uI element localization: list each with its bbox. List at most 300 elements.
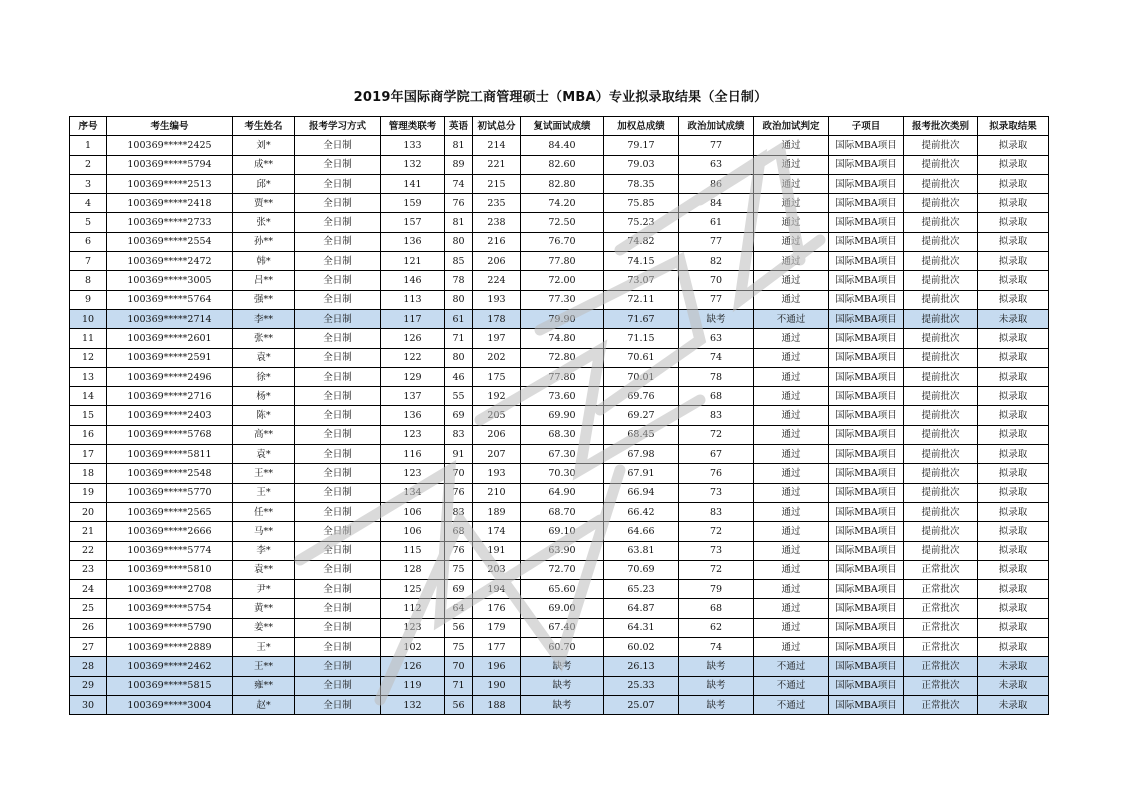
table-cell: 全日制 (295, 252, 381, 271)
table-cell: 70.30 (521, 464, 604, 483)
table-cell: 国际MBA项目 (829, 290, 904, 309)
table-cell: 78.35 (604, 174, 679, 193)
table-cell: 拟录取 (978, 464, 1049, 483)
table-cell: 193 (473, 464, 521, 483)
column-header: 拟录取结果 (978, 117, 1049, 136)
table-cell: 邱* (233, 174, 295, 193)
table-cell: 雍** (233, 676, 295, 695)
table-row (70, 348, 1049, 367)
table-cell: 国际MBA项目 (829, 657, 904, 676)
table-cell: 拟录取 (978, 599, 1049, 618)
table-cell: 通过 (754, 194, 829, 213)
table-cell: 徐* (233, 367, 295, 386)
table-cell: 拟录取 (978, 194, 1049, 213)
table-cell: 79.90 (521, 309, 604, 328)
page-title: 2019年国际商学院工商管理硕士（MBA）专业拟录取结果（全日制） (353, 90, 768, 105)
table-cell: 提前批次 (904, 155, 978, 174)
table-cell: 25 (70, 599, 107, 618)
table-cell: 全日制 (295, 560, 381, 579)
table-cell: 通过 (754, 136, 829, 155)
table-cell: 46 (445, 367, 473, 386)
table-cell: 72.50 (521, 213, 604, 232)
table-cell: 缺考 (679, 657, 754, 676)
table-cell: 缺考 (679, 676, 754, 695)
column-header: 考生姓名 (233, 117, 295, 136)
table-cell: 21 (70, 522, 107, 541)
table-cell: 126 (381, 657, 445, 676)
table-cell: 通过 (754, 367, 829, 386)
table-cell: 100369*****2733 (107, 213, 233, 232)
table-cell: 70.61 (604, 348, 679, 367)
table-cell: 刘* (233, 136, 295, 155)
table-cell: 74.20 (521, 194, 604, 213)
table-cell: 73 (679, 541, 754, 560)
table-cell: 国际MBA项目 (829, 483, 904, 502)
table-cell: 缺考 (521, 676, 604, 695)
table-cell: 国际MBA项目 (829, 155, 904, 174)
table-cell: 李* (233, 541, 295, 560)
table-cell: 76 (445, 483, 473, 502)
table-cell: 83 (445, 425, 473, 444)
table-cell: 123 (381, 618, 445, 637)
table-cell: 69 (445, 406, 473, 425)
table-cell: 通过 (754, 560, 829, 579)
table-cell: 69.90 (521, 406, 604, 425)
table-cell: 12 (70, 348, 107, 367)
table-cell: 通过 (754, 580, 829, 599)
table-cell: 全日制 (295, 213, 381, 232)
table-cell: 126 (381, 329, 445, 348)
table-cell: 通过 (754, 599, 829, 618)
table-cell: 68.70 (521, 502, 604, 521)
table-cell: 73 (679, 483, 754, 502)
table-cell: 70 (445, 464, 473, 483)
table-cell: 75 (445, 560, 473, 579)
table-cell: 国际MBA项目 (829, 522, 904, 541)
table-row (70, 136, 1049, 155)
table-cell: 157 (381, 213, 445, 232)
table-cell: 马** (233, 522, 295, 541)
table-cell: 100369*****5815 (107, 676, 233, 695)
table-cell: 提前批次 (904, 464, 978, 483)
table-cell: 71 (445, 329, 473, 348)
table-cell: 提前批次 (904, 252, 978, 271)
table-row (70, 329, 1049, 348)
table-cell: 100369*****2496 (107, 367, 233, 386)
table-cell: 86 (679, 174, 754, 193)
table-cell: 拟录取 (978, 618, 1049, 637)
column-header: 加权总成绩 (604, 117, 679, 136)
table-row (70, 155, 1049, 174)
table-cell: 197 (473, 329, 521, 348)
table-cell: 82.80 (521, 174, 604, 193)
column-header: 政治加试成绩 (679, 117, 754, 136)
table-cell: 100369*****2591 (107, 348, 233, 367)
table-cell: 133 (381, 136, 445, 155)
table-cell: 81 (445, 213, 473, 232)
table-cell: 100369*****2554 (107, 232, 233, 251)
table-cell: 强** (233, 290, 295, 309)
table-cell: 正常批次 (904, 657, 978, 676)
table-row (70, 232, 1049, 251)
table-cell: 17 (70, 445, 107, 464)
table-cell: 15 (70, 406, 107, 425)
table-cell: 76 (445, 541, 473, 560)
table-cell: 通过 (754, 483, 829, 502)
table-cell: 178 (473, 309, 521, 328)
table-cell: 100369*****5770 (107, 483, 233, 502)
table-cell: 拟录取 (978, 232, 1049, 251)
table-cell: 100369*****5794 (107, 155, 233, 174)
table-cell: 通过 (754, 502, 829, 521)
table-cell: 通过 (754, 290, 829, 309)
table-cell: 国际MBA项目 (829, 252, 904, 271)
table-cell: 全日制 (295, 271, 381, 290)
table-cell: 全日制 (295, 290, 381, 309)
table-cell: 拟录取 (978, 425, 1049, 444)
table-cell: 全日制 (295, 676, 381, 695)
table-cell: 100369*****3005 (107, 271, 233, 290)
table-cell: 100369*****5764 (107, 290, 233, 309)
table-cell: 拟录取 (978, 541, 1049, 560)
table-cell: 117 (381, 309, 445, 328)
table-cell: 全日制 (295, 309, 381, 328)
table-cell: 75 (445, 638, 473, 657)
table-cell: 韩* (233, 252, 295, 271)
table-cell: 拟录取 (978, 580, 1049, 599)
table-cell: 19 (70, 483, 107, 502)
table-row (70, 695, 1049, 714)
table-cell: 100369*****2548 (107, 464, 233, 483)
table-cell: 袁** (233, 560, 295, 579)
table-cell: 75.23 (604, 213, 679, 232)
table-cell: 146 (381, 271, 445, 290)
table-cell: 191 (473, 541, 521, 560)
table-cell: 国际MBA项目 (829, 136, 904, 155)
table-cell: 63.81 (604, 541, 679, 560)
table-cell: 全日制 (295, 387, 381, 406)
table-header-row (70, 117, 1049, 136)
table-cell: 拟录取 (978, 367, 1049, 386)
table-cell: 72.70 (521, 560, 604, 579)
table-cell: 123 (381, 464, 445, 483)
table-cell: 8 (70, 271, 107, 290)
table-row (70, 580, 1049, 599)
table-cell: 7 (70, 252, 107, 271)
table-cell: 国际MBA项目 (829, 271, 904, 290)
table-cell: 张* (233, 213, 295, 232)
table-cell: 拟录取 (978, 445, 1049, 464)
table-cell: 60.02 (604, 638, 679, 657)
table-row (70, 290, 1049, 309)
table-cell: 192 (473, 387, 521, 406)
table-cell: 1 (70, 136, 107, 155)
table-cell: 提前批次 (904, 541, 978, 560)
table-cell: 70.01 (604, 367, 679, 386)
table-cell: 100369*****2565 (107, 502, 233, 521)
table-cell: 缺考 (521, 695, 604, 714)
table-cell: 159 (381, 194, 445, 213)
table-cell: 67.98 (604, 445, 679, 464)
table-cell: 215 (473, 174, 521, 193)
table-cell: 136 (381, 232, 445, 251)
table-cell: 77 (679, 232, 754, 251)
table-cell: 100369*****2708 (107, 580, 233, 599)
table-cell: 68.45 (604, 425, 679, 444)
table-cell: 69.10 (521, 522, 604, 541)
table-cell: 56 (445, 695, 473, 714)
table-cell: 通过 (754, 232, 829, 251)
table-cell: 79.17 (604, 136, 679, 155)
table-cell: 王* (233, 638, 295, 657)
table-row (70, 676, 1049, 695)
table-cell: 14 (70, 387, 107, 406)
table-row (70, 406, 1049, 425)
table-cell: 提前批次 (904, 232, 978, 251)
table-cell: 112 (381, 599, 445, 618)
table-cell: 206 (473, 425, 521, 444)
table-cell: 29 (70, 676, 107, 695)
table-cell: 提前批次 (904, 271, 978, 290)
table-row (70, 445, 1049, 464)
table-cell: 国际MBA项目 (829, 194, 904, 213)
table-cell: 74.82 (604, 232, 679, 251)
column-header: 英语 (445, 117, 473, 136)
table-cell: 125 (381, 580, 445, 599)
table-cell: 通过 (754, 174, 829, 193)
table-cell: 27 (70, 638, 107, 657)
table-cell: 国际MBA项目 (829, 502, 904, 521)
table-cell: 王** (233, 464, 295, 483)
table-cell: 100369*****5768 (107, 425, 233, 444)
table-cell: 拟录取 (978, 560, 1049, 579)
table-row (70, 387, 1049, 406)
table-cell: 尹* (233, 580, 295, 599)
table-cell: 拟录取 (978, 174, 1049, 193)
table-cell: 张** (233, 329, 295, 348)
table-cell: 72 (679, 522, 754, 541)
table-row (70, 174, 1049, 193)
table-cell: 全日制 (295, 329, 381, 348)
table-cell: 贾** (233, 194, 295, 213)
table-cell: 拟录取 (978, 329, 1049, 348)
table-cell: 全日制 (295, 599, 381, 618)
table-cell: 66.94 (604, 483, 679, 502)
table-cell: 76.70 (521, 232, 604, 251)
table-cell: 李** (233, 309, 295, 328)
table-cell: 102 (381, 638, 445, 657)
table-cell: 13 (70, 367, 107, 386)
table-cell: 提前批次 (904, 194, 978, 213)
table-cell: 106 (381, 502, 445, 521)
table-cell: 24 (70, 580, 107, 599)
table-row (70, 483, 1049, 502)
table-cell: 61 (679, 213, 754, 232)
table-cell: 全日制 (295, 155, 381, 174)
table-cell: 6 (70, 232, 107, 251)
table-cell: 全日制 (295, 232, 381, 251)
admission-results-table (69, 116, 1049, 715)
table-cell: 国际MBA项目 (829, 309, 904, 328)
table-cell: 82.60 (521, 155, 604, 174)
table-cell: 100369*****3004 (107, 695, 233, 714)
table-cell: 11 (70, 329, 107, 348)
table-cell: 72.80 (521, 348, 604, 367)
table-cell: 83 (679, 502, 754, 521)
column-header: 考生编号 (107, 117, 233, 136)
table-cell: 提前批次 (904, 329, 978, 348)
table-cell: 196 (473, 657, 521, 676)
table-cell: 100369*****2462 (107, 657, 233, 676)
table-body (70, 136, 1049, 715)
table-cell: 提前批次 (904, 522, 978, 541)
table-cell: 68.30 (521, 425, 604, 444)
table-cell: 国际MBA项目 (829, 329, 904, 348)
table-row (70, 657, 1049, 676)
table-cell: 55 (445, 387, 473, 406)
table-cell: 2 (70, 155, 107, 174)
table-cell: 113 (381, 290, 445, 309)
table-cell: 137 (381, 387, 445, 406)
table-cell: 国际MBA项目 (829, 425, 904, 444)
table-row (70, 502, 1049, 521)
table-cell: 国际MBA项目 (829, 464, 904, 483)
table-cell: 通过 (754, 387, 829, 406)
table-cell: 通过 (754, 425, 829, 444)
table-row (70, 560, 1049, 579)
table-cell: 不通过 (754, 309, 829, 328)
table-cell: 5 (70, 213, 107, 232)
table-cell: 64.31 (604, 618, 679, 637)
table-cell: 67 (679, 445, 754, 464)
table-cell: 成** (233, 155, 295, 174)
table-cell: 3 (70, 174, 107, 193)
table-cell: 国际MBA项目 (829, 387, 904, 406)
table-cell: 王** (233, 657, 295, 676)
table-cell: 20 (70, 502, 107, 521)
table-cell: 全日制 (295, 502, 381, 521)
table-cell: 214 (473, 136, 521, 155)
table-cell: 72 (679, 560, 754, 579)
table-cell: 100369*****2513 (107, 174, 233, 193)
table-cell: 孙** (233, 232, 295, 251)
table-cell: 黄** (233, 599, 295, 618)
table-cell: 国际MBA项目 (829, 618, 904, 637)
table-cell: 国际MBA项目 (829, 560, 904, 579)
table-cell: 提前批次 (904, 502, 978, 521)
table-cell: 179 (473, 618, 521, 637)
table-row (70, 464, 1049, 483)
table-cell: 74 (679, 348, 754, 367)
table-cell: 正常批次 (904, 599, 978, 618)
table-row (70, 522, 1049, 541)
table-row (70, 541, 1049, 560)
table-cell: 67.30 (521, 445, 604, 464)
table-cell: 116 (381, 445, 445, 464)
table-cell: 正常批次 (904, 580, 978, 599)
table-cell: 74 (445, 174, 473, 193)
table-cell: 69.76 (604, 387, 679, 406)
table-row (70, 309, 1049, 328)
table-cell: 通过 (754, 252, 829, 271)
table-cell: 正常批次 (904, 695, 978, 714)
table-cell: 66.42 (604, 502, 679, 521)
table-cell: 56 (445, 618, 473, 637)
table-cell: 77 (679, 290, 754, 309)
table-cell: 全日制 (295, 618, 381, 637)
table-row (70, 252, 1049, 271)
table-row (70, 271, 1049, 290)
table-cell: 提前批次 (904, 290, 978, 309)
table-cell: 68 (445, 522, 473, 541)
table-cell: 205 (473, 406, 521, 425)
table-cell: 221 (473, 155, 521, 174)
table-cell: 74.80 (521, 329, 604, 348)
table-row (70, 638, 1049, 657)
table-cell: 77.30 (521, 290, 604, 309)
table-cell: 22 (70, 541, 107, 560)
table-cell: 100369*****2472 (107, 252, 233, 271)
table-cell: 177 (473, 638, 521, 657)
table-cell: 正常批次 (904, 676, 978, 695)
table-cell: 100369*****5810 (107, 560, 233, 579)
table-cell: 4 (70, 194, 107, 213)
table-cell: 60.70 (521, 638, 604, 657)
table-cell: 91 (445, 445, 473, 464)
table-cell: 202 (473, 348, 521, 367)
table-cell: 100369*****2716 (107, 387, 233, 406)
table-cell: 69.00 (521, 599, 604, 618)
table-cell: 128 (381, 560, 445, 579)
table-cell: 30 (70, 695, 107, 714)
table-cell: 提前批次 (904, 213, 978, 232)
table-cell: 国际MBA项目 (829, 676, 904, 695)
table-cell: 赵* (233, 695, 295, 714)
table-cell: 100369*****5811 (107, 445, 233, 464)
table-cell: 74.15 (604, 252, 679, 271)
table-cell: 26.13 (604, 657, 679, 676)
table-cell: 通过 (754, 155, 829, 174)
table-cell: 缺考 (521, 657, 604, 676)
table-cell: 不通过 (754, 676, 829, 695)
table-cell: 121 (381, 252, 445, 271)
table-row (70, 618, 1049, 637)
table-cell: 194 (473, 580, 521, 599)
table-cell: 全日制 (295, 367, 381, 386)
table-cell: 210 (473, 483, 521, 502)
table-cell: 123 (381, 425, 445, 444)
table-cell: 122 (381, 348, 445, 367)
table-cell: 拟录取 (978, 502, 1049, 521)
table-cell: 115 (381, 541, 445, 560)
table-cell: 25.07 (604, 695, 679, 714)
table-cell: 23 (70, 560, 107, 579)
table-cell: 224 (473, 271, 521, 290)
table-cell: 100369*****2714 (107, 309, 233, 328)
table-cell: 全日制 (295, 136, 381, 155)
table-cell: 全日制 (295, 541, 381, 560)
table-cell: 拟录取 (978, 155, 1049, 174)
table-cell: 陈* (233, 406, 295, 425)
table-cell: 通过 (754, 638, 829, 657)
table-cell: 提前批次 (904, 483, 978, 502)
table-cell: 216 (473, 232, 521, 251)
table-cell: 提前批次 (904, 174, 978, 193)
table-cell: 81 (445, 136, 473, 155)
table-cell: 缺考 (679, 309, 754, 328)
table-cell: 63 (679, 329, 754, 348)
table-cell: 134 (381, 483, 445, 502)
